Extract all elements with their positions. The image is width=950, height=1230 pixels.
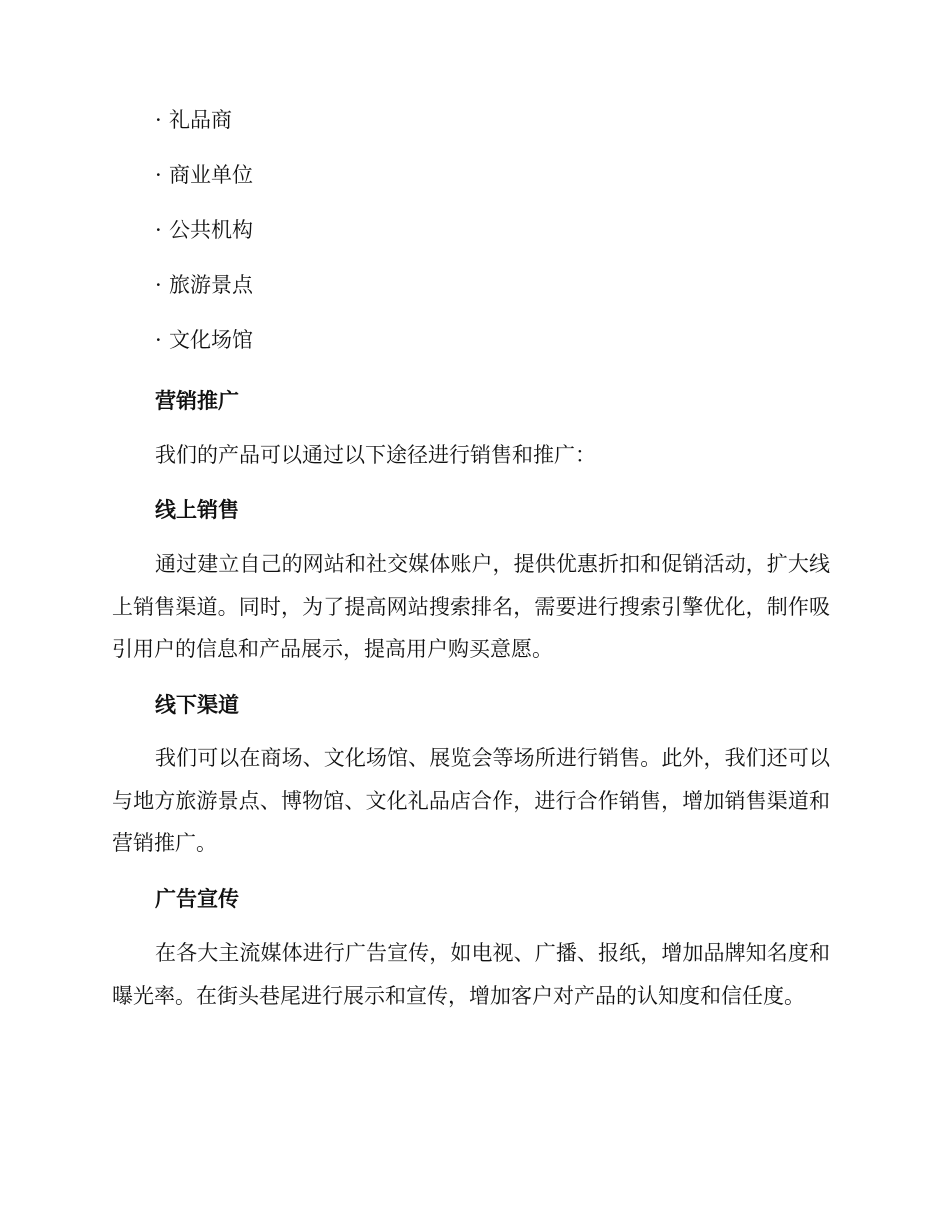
list-item-text: 文化场馆 bbox=[169, 328, 253, 352]
list-item bbox=[155, 273, 253, 297]
advertising-paragraph: 在各大主流媒体进行广告宣传，如电视、广播、报纸，增加品牌知名度和曝光率。在街头巷尾进行展示和宣传，增加客户对产品的认知度和信任度。 bbox=[112, 941, 830, 1008]
marketing-intro: 我们的产品可以通过以下途径进行销售和推广： bbox=[155, 443, 596, 467]
list-item bbox=[155, 328, 253, 352]
list-item bbox=[155, 163, 253, 187]
list-item bbox=[155, 108, 253, 132]
online-sales-paragraph: 通过建立自己的网站和社交媒体账户，提供优惠折扣和促销活动，扩大线上销售渠道。同时，为了提高网站搜索排名，需要进行搜索引擎优化，制作吸引用户的信息和产品展示，提高用户购买意愿。 bbox=[112, 552, 830, 661]
bullet-icon: · bbox=[155, 273, 162, 297]
list-item-text: 旅游景点 bbox=[169, 273, 253, 297]
bullet-icon: · bbox=[155, 163, 162, 187]
marketing-heading: 营销推广 bbox=[155, 389, 239, 413]
advertising-heading: 广告宣传 bbox=[155, 887, 239, 911]
offline-channel-heading: 线下渠道 bbox=[155, 693, 239, 717]
list-item-text: 礼品商 bbox=[169, 108, 232, 132]
bullet-icon: · bbox=[155, 328, 162, 352]
list-item-text: 公共机构 bbox=[169, 218, 253, 242]
online-sales-heading: 线上销售 bbox=[155, 498, 239, 522]
list-item bbox=[155, 218, 253, 242]
offline-channel-paragraph: 我们可以在商场、文化场馆、展览会等场所进行销售。此外，我们还可以与地方旅游景点、博物馆、文化礼品店合作，进行合作销售，增加销售渠道和营销推广。 bbox=[112, 746, 830, 855]
bullet-icon: · bbox=[155, 108, 162, 132]
audience-list bbox=[155, 108, 253, 383]
list-item-text: 商业单位 bbox=[169, 163, 253, 187]
bullet-icon: · bbox=[155, 218, 162, 242]
